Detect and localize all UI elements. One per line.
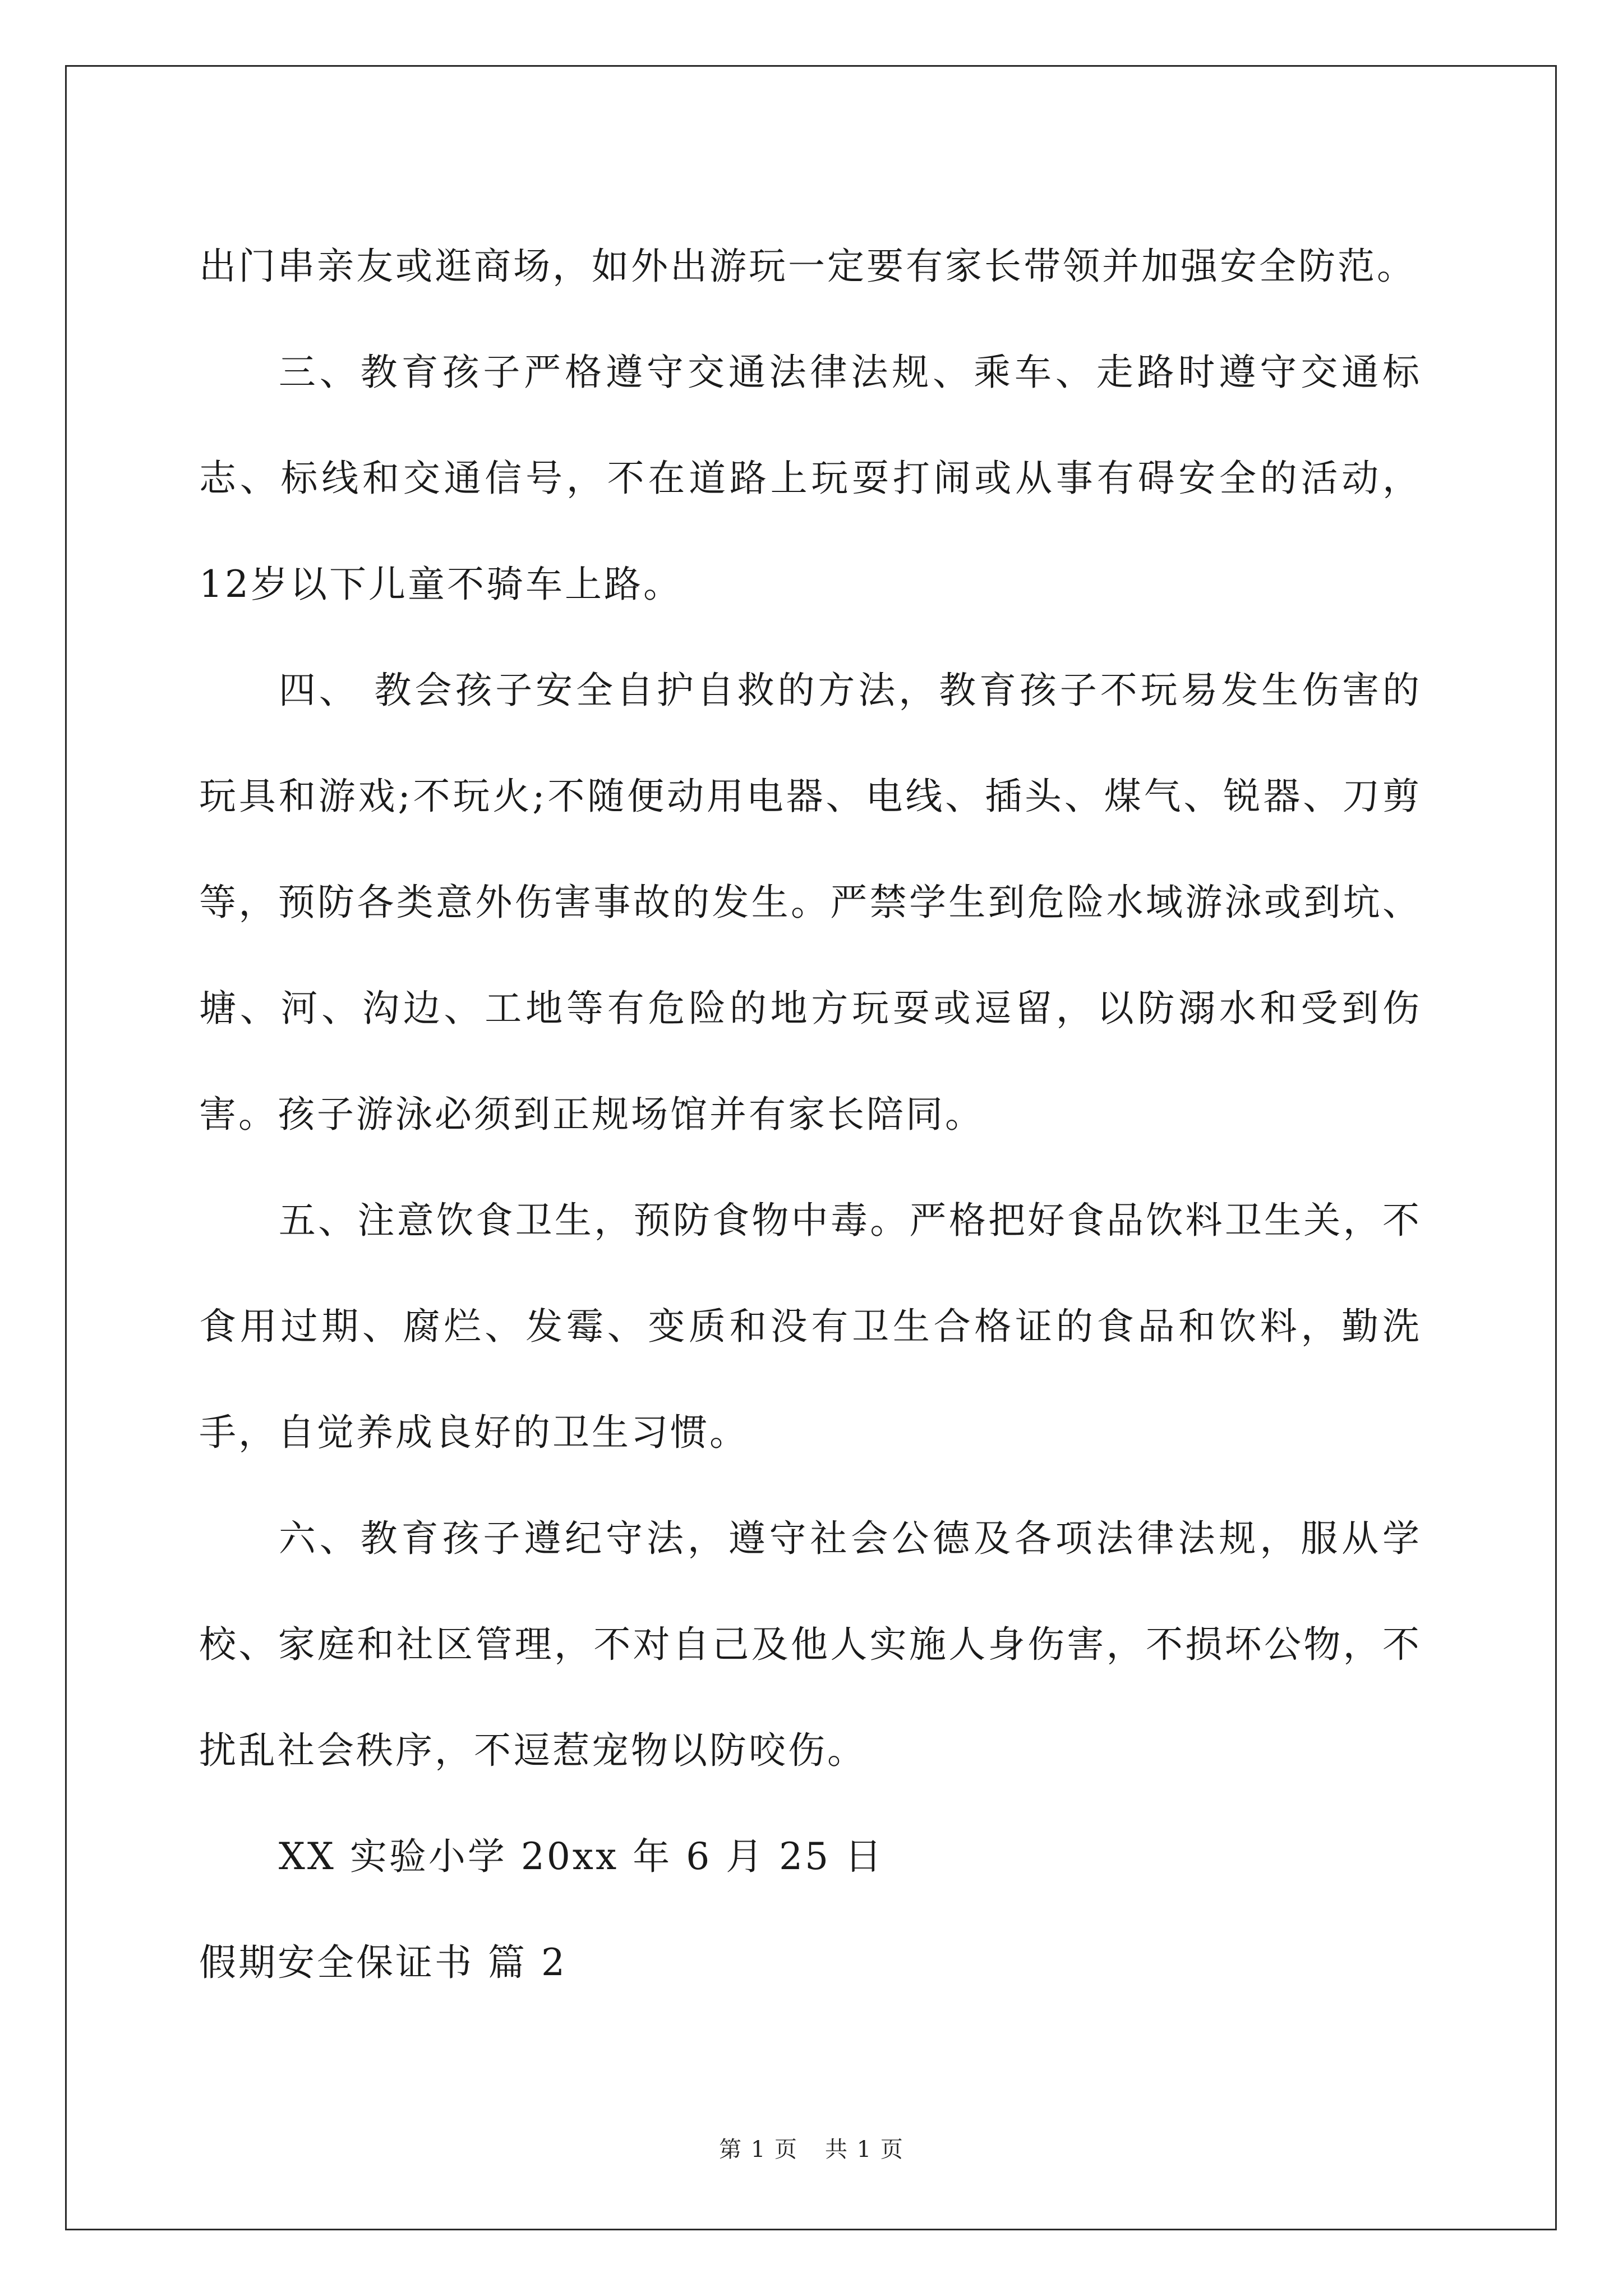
paragraph-item-4-self-protection: 四、 教会孩子安全自护自救的方法，教育孩子不玩易发生伤害的玩具和游戏;不玩火;不随便动用电器、电线、插头、煤气、锐器、刀剪等，预防各类意外伤害事故的发生。严禁学生到危险水域游泳或到坑、塘、河、沟边、工地等有危险的地方玩耍或逗留，以防溺水和受到伤害。孩子游泳必须到正规场馆并有家长陪同。 xyxy=(199,669,1422,1136)
page-number-current: 第 1 页 xyxy=(719,2137,798,2162)
next-section-title: 假期安全保证书 篇 2 xyxy=(199,1941,567,1984)
document-body xyxy=(199,213,1422,2016)
paragraph-item-3-traffic: 三、教育孩子严格遵守交通法律法规、乘车、走路时遵守交通标志、标线和交通信号，不在道路上玩耍打闹或从事有碍安全的活动，12岁以下儿童不骑车上路。 xyxy=(199,351,1422,606)
page-footer xyxy=(0,2132,1623,2164)
signature-line: XX 实验小学 20xx 年 6 月 25 日 xyxy=(278,1835,884,1878)
paragraph-item-5-food-hygiene: 五、注意饮食卫生，预防食物中毒。严格把好食品饮料卫生关，不食用过期、腐烂、发霉、变质和没有卫生合格证的食品和饮料，勤洗手，自觉养成良好的卫生习惯。 xyxy=(199,1199,1422,1454)
paragraph-item-6-law: 六、教育孩子遵纪守法，遵守社会公德及各项法律法规，服从学校、家庭和社区管理，不对自己及他人实施人身伤害，不损坏公物，不扰乱社会秩序，不逗惹宠物以防咬伤。 xyxy=(199,1517,1422,1772)
paragraph-intro-continuation: 出门串亲友或逛商场，如外出游玩一定要有家长带领并加强安全防范。 xyxy=(199,245,1416,288)
page-number-total: 共 1 页 xyxy=(825,2137,904,2162)
